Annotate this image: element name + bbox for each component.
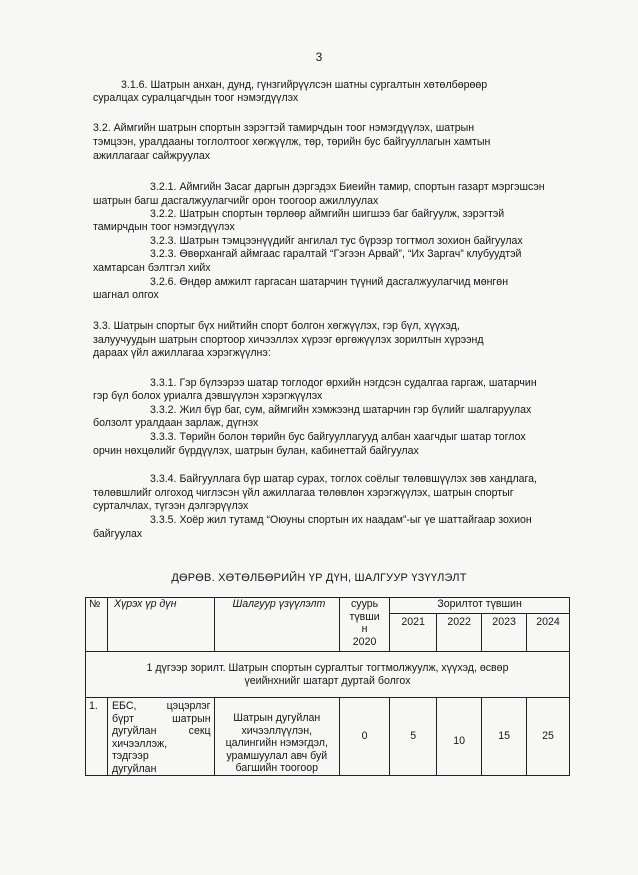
goal-line: үеийнхнийг шатарт дуртай болгох — [244, 674, 411, 687]
row-num: 1. — [86, 698, 108, 776]
text-line: суралцах суралцагчдын тоог нэмэгдүүлэх — [93, 92, 299, 104]
text-line: байгуулах — [93, 528, 143, 540]
section-title: ДӨРӨВ. ХӨТӨЛБӨРИЙН ҮР ДҮН, ШАЛГУУР ҮЗҮҮЛЭЛТ — [171, 572, 467, 584]
text-line: тамирчдын тоог нэмэгдүүлэх — [93, 221, 235, 233]
header-row — [86, 598, 570, 614]
results-table — [85, 597, 570, 776]
row-result — [107, 698, 214, 776]
row-result-line: тэдгээр — [111, 750, 149, 762]
row-result-line: ЕБС, цэцэрлэг — [111, 700, 211, 712]
text-line: орчин нөхцөлийг бүрдүүлэх, шатрын булан, кабинеттай байгуулах — [93, 445, 419, 457]
text-line: дараах үйл ажиллагаа хэрэгжүүлнэ: — [93, 347, 271, 359]
text-line: төлөвшлийг олгоход чиглэсэн үйл ажиллагаа төлөвлөн хэрэгжүүлэх, шатрын спортыг — [93, 487, 514, 499]
row-result-line: дугуйлан секц — [111, 725, 211, 737]
header-year-2024: 2024 — [527, 614, 570, 652]
text-line: 3.3.2. Жил бүр баг, сум, аймгийн хэмжээнд шатарчин гэр бүлийг шалгаруулах — [150, 404, 532, 416]
table-row — [86, 698, 570, 776]
row-value-2024: 25 — [527, 698, 570, 776]
header-year-2023: 2023 — [482, 614, 527, 652]
goal-line: 1 дүгээр зорилт. Шатрын спортын сургалтыг тогтмолжуулж, хүүхэд, өсвөр — [146, 662, 509, 674]
text-line: 3.3.3. Төрийн болон төрийн бус байгууллагууд албан хаагчдыг шатар тоглох — [150, 431, 526, 443]
header-target: Зорилтот түвшин — [390, 598, 570, 614]
row-result-line: хичээллэж, — [111, 737, 168, 750]
header-num: № — [86, 598, 108, 652]
row-result-line: дугуйлан — [111, 762, 157, 775]
text-line: 3.3.5. Хоёр жил тутамд “Оюуны спортын их наадам”-ыг үе шаттайгаар зохион — [150, 514, 532, 526]
row-indicator-line: урамшуулал авч буй — [226, 749, 328, 762]
text-line: шатрын багш дасгалжуулагчийг орон тоогоор ажиллуулах — [93, 195, 379, 207]
text-line: 3.3.1. Гэр бүлээрээ шатар тоглодог өрхийн нэгдсэн судалгаа гаргаж, шатарчин — [150, 377, 537, 389]
header-year-2022: 2022 — [437, 614, 482, 652]
header-base — [339, 598, 389, 652]
row-base-value: 0 — [339, 698, 389, 776]
header-base-line: түвши — [349, 610, 380, 623]
row-indicator-line: Шатрын дугуйлан — [233, 712, 321, 724]
header-year-2021: 2021 — [390, 614, 437, 652]
row-indicator — [214, 698, 339, 776]
row-indicator-line: хичээллүүлэн, — [241, 724, 313, 737]
text-line: ажиллагааг сайжруулах — [93, 150, 211, 162]
text-line: тэмцээн, уралдааны тоглолтоог хөгжүүлж, төр, төрийн бус байгууллагын хамтын — [93, 136, 491, 148]
text-line: 3.2.1. Аймгийн Засаг даргын дэргэдэх Биеийн тамир, спортын газарт мэргэшсэн — [150, 181, 545, 193]
header-base-line: н — [361, 623, 368, 635]
text-line: гэр бүл болох уриалга дэвшүүлэн хэрэгжүүлэх — [93, 390, 323, 402]
row-result-line: бүрт шатрын — [111, 712, 211, 725]
text-line: 3.2.3. Шатрын тэмцээнүүдийг ангилал тус бүрээр тогтмол зохион байгуулах — [150, 235, 523, 247]
goal-row — [86, 652, 570, 698]
row-value-2022: 10 — [437, 698, 482, 776]
text-line: 3.2.3. Өвөрхангай аймгаас гаралтай “Гэгээн Арвай”, “Их Заргач” клубуудтэй — [150, 248, 522, 260]
text-line: шагнал олгох — [93, 289, 159, 301]
row-indicator-line: цалингийн нэмэгдэл, — [225, 737, 328, 749]
goal-cell — [86, 652, 570, 698]
page-number: 3 — [315, 50, 323, 64]
text-line: 3.3.4. Байгууллага бүр шатар сурах, тоглох соёлыг төлөвшүүлэх зөв хандлага, — [150, 473, 537, 485]
row-value-2023: 15 — [482, 698, 527, 776]
text-line: 3.1.6. Шатрын анхан, дунд, гүнзгийрүүлсэн шатны сургалтын хөтөлбөрөөр — [121, 79, 488, 91]
header-indicator: Шалгуур үзүүлэлт — [214, 598, 339, 652]
text-line: болзолт уралдаан зарлаж, дүгнэх — [93, 417, 259, 429]
header-base-line: 2020 — [352, 635, 377, 648]
text-line: сурталчлах, түгээн дэлгэрүүлэх — [93, 500, 249, 512]
text-line: 3.2.2. Шатрын спортын төрлөөр аймгийн шигшээ баг байгуулж, зэрэгтэй — [150, 208, 505, 220]
row-value-2021: 5 — [390, 698, 437, 776]
text-line: 3.2.6. Өндөр амжилт гаргасан шатарчин түүний дасгалжуулагчид мөнгөн — [150, 276, 509, 288]
header-base-line: суурь — [350, 598, 379, 610]
text-line: залуучуудын шатрын спортоор хичээллэх хүрээг өргөжүүлэх зорилтын хүрээнд — [93, 334, 484, 346]
text-line: 3.3. Шатрын спортыг бүх нийтийн спорт болгон хөгжүүлэх, гэр бүл, хүүхэд, — [93, 320, 460, 332]
text-line: хамтарсан бэлтгэл хийх — [93, 262, 211, 274]
row-indicator-line: багшийн тоогоор — [235, 762, 319, 774]
text-line: 3.2. Аймгийн шатрын спортын зэрэгтэй тамирчдын тоог нэмэгдүүлэх, шатрын — [93, 122, 475, 134]
header-result: Хүрэх үр дүн — [107, 598, 214, 652]
